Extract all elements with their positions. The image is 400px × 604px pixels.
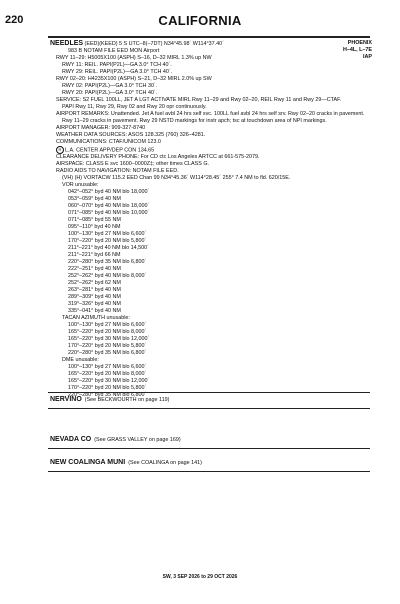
airport-text-line: 211°–221° byd 66 NM: [68, 252, 121, 259]
airport-text-line: 220°–280° byd 35 NM blo 6,800´: [68, 259, 147, 266]
airport-text-line: RWY 11: REIL. PAPI(P2L)—GA 3.0° TCH 40´.: [62, 62, 172, 68]
divider: [48, 408, 370, 409]
airport-text-line: 165°–220° byd 30 NM blo 12,000´: [68, 336, 150, 343]
airport-text-line: COMMUNICATIONS: CTAF/UNICOM 123.0: [56, 139, 161, 145]
airport-text-line: 211°–221° byd 40 NM blo 14,500´: [68, 245, 149, 252]
airport-text-line: 053°–059° byd 40 NM: [68, 196, 121, 203]
airport-text-line: PAPI Rwy 11, Rwy 29, Rwy 02 and Rwy 20 opr continuously.: [62, 104, 207, 110]
right-iap: IAP: [363, 54, 372, 60]
airport-text-line: 220°–280° byd 35 NM blo 6,800´: [68, 392, 147, 399]
airport-text-line: AIRPORT MANAGER: 909-327-8740: [56, 125, 146, 131]
page-header: [0, 9, 400, 31]
airport-ident-line: (EED)(KEED) 5 S UTC–8(–7DT) N34°45.98´ W114°37.40´: [83, 41, 224, 47]
airport-entry: [50, 40, 372, 399]
airport-text-line: 071°–085° byd 40 NM blo 10,000´: [68, 210, 150, 217]
airport-text-line: 060°–070° byd 40 NM blo 18,000´: [68, 203, 150, 210]
airport-text-line: CLEARANCE DELIVERY PHONE: For CD ctc Los Angeles ARTCC at 661-575-2079.: [56, 154, 260, 161]
airport-text-line: 100°–130° byd 27 NM blo 6,600´: [68, 231, 147, 238]
divider: [48, 471, 370, 472]
airport-text-line: 170°–220° byd 20 NM blo 5,800´: [68, 238, 147, 245]
state-title: CALIFORNIA: [158, 13, 242, 28]
airport-text-line: R L.A. CENTER APP/DEP CON 134.65: [50, 146, 372, 154]
page-footer: SW, 3 SEP 2026 to 29 OCT 2026: [162, 574, 238, 580]
right-city: PHOENIX: [347, 40, 372, 46]
right-chart: H–4L, L–7E: [342, 47, 372, 53]
airport-text-line: RWY 11–29: H5005X100 (ASPH) S–16, D–32 MIRL 1.3% up NW: [56, 55, 212, 61]
airport-text-line: VOR unusable:: [62, 182, 99, 189]
divider: [48, 448, 370, 449]
header-rule: [48, 36, 370, 38]
airport-text-line: 263°–281° byd 40 NM: [68, 287, 121, 294]
airport-text-line: RWY 02: PAPI(P2L)—GA 3.0° TCH 30´.: [62, 83, 158, 89]
airport-text-line: 220°–280° byd 35 NM blo 6,800´: [68, 350, 147, 357]
airport-line2: 983 B NOTAM FILE EED MON Airport: [68, 48, 160, 54]
airport-text-line: 252°–262° byd 62 NM: [68, 280, 121, 287]
airport-text-line: AIRSPACE: CLASS E svc 1600–0000Z‡; other times CLASS G.: [56, 161, 210, 168]
radar-icon: R: [56, 146, 64, 154]
airport-text-line: SERVICE: S2 FUEL 100LL, JET A LGT ACTIVATE MIRL Rwy 11–29 and Rwy 02–20, REIL Rwy 11 and Rwy 29—CTAF.: [56, 97, 342, 103]
airport-text-line: 222°–251° byd 40 NM: [68, 266, 121, 273]
airport-text-line: 252°–262° byd 40 NM blo 8,000´: [68, 273, 147, 280]
airport-text-line: 165°–220° byd 20 NM blo 8,000´: [68, 371, 147, 378]
airport-text-line: TACAN AZIMUTH unusable:: [62, 315, 130, 322]
cross-ref-new-coalinga: NEW COALINGA MUNI (See COALINGA on page 141): [50, 459, 202, 466]
airport-text-line: RWY 02–20: H4235X100 (ASPH) S–21, D–32 MIRL 2.0% up SW: [56, 76, 212, 82]
airport-text-line: 319°–326° byd 40 NM: [68, 301, 121, 308]
airport-text-line: 095°–110° byd 40 NM: [68, 224, 121, 231]
airport-text-line: AIRPORT REMARKS: Unattended. Jet A fuel avbl 24 hrs self svc. 100LL fuel avbl 24 hrs self srv. Rwy 02–20 cracks in pavement.: [56, 111, 365, 117]
airport-text-line: 042°–052° byd 40 NM blo 18,000´: [68, 189, 150, 196]
divider: [48, 392, 370, 393]
airport-text-line: 170°–220° byd 20 NM blo 5,800´: [68, 343, 147, 350]
airport-text-line: RWY 29: REIL. PAPI(P2L)—GA 3.0° TCH 40´.: [62, 69, 173, 75]
airport-text-line: DME unusable:: [62, 357, 99, 364]
airport-name: NEEDLES: [50, 40, 84, 47]
airport-text-line: 100°–130° byd 27 NM blo 6,600´: [68, 322, 147, 329]
airport-text-line: (VH) (H) VORTACW 115.2 EED Chan 99 N34°45.36´ W114°28.45´ 255° 7.4 NM to fld. 620/15E.: [62, 175, 291, 182]
airport-text-line: 165°–220° byd 20 NM blo 8,000´: [68, 329, 147, 336]
airport-text-line: 170°–220° byd 20 NM blo 5,800´: [68, 385, 147, 392]
airport-text-line: WEATHER DATA SOURCES: ASOS 128.325 (760) 326–4281.: [56, 132, 206, 138]
airport-text-line: 289°–309° byd 40 NM: [68, 294, 121, 301]
airport-text-line: 165°–220° byd 30 NM blo 12,000´: [68, 378, 150, 385]
cross-ref-nevada-co: NEVADA CO (See GRASS VALLEY on page 169): [50, 436, 181, 443]
airport-text-line: RWY 20: PAPI(P2L)—GA 3.0° TCH 40´.: [62, 90, 158, 96]
airport-text-line: RADIO AIDS TO NAVIGATION: NOTAM FILE EED.: [56, 168, 179, 175]
airport-text-line: 335°–041° byd 40 NM: [68, 308, 121, 315]
airport-text-line: 071°–085° byd 55 NM: [68, 217, 121, 224]
airport-text-line: Rwy 11–29 cracks in pavement. Rwy 29 NSTD markings for instr apch; tsc at touchdown area of NPI markings.: [62, 118, 327, 124]
cross-ref-nervino: NERVINO (See BECKWOURTH on page 119): [50, 396, 170, 403]
page-number: 220: [5, 14, 24, 26]
airport-body: [50, 55, 372, 399]
airport-text-line: 100°–130° byd 27 NM blo 6,600´: [68, 364, 147, 371]
